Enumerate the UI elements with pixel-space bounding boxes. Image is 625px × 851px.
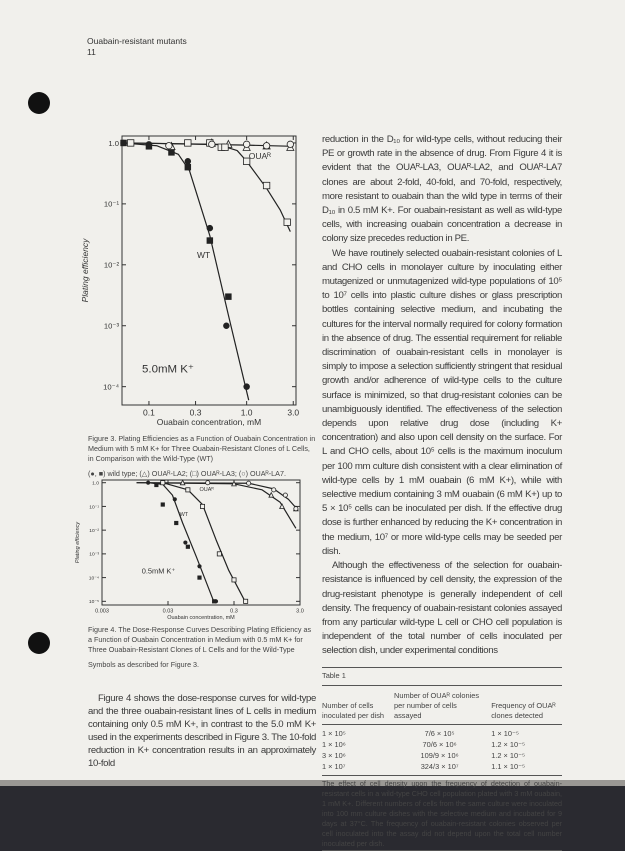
data-point-la3	[284, 219, 290, 225]
x-tick-label: 1.0	[240, 407, 253, 418]
data-point-la3	[217, 552, 221, 556]
x-tick-label: 0.003	[95, 608, 109, 615]
data-point-wt-circle	[197, 564, 201, 568]
chart-annotation: 5.0mM K⁺	[142, 363, 194, 376]
y-tick-label: 10⁻³	[89, 552, 99, 558]
data-point-wt-circle	[173, 497, 177, 501]
paragraph: Although the effectiveness of the selection for ouabain-resistance is influenced by cell density, the expression of the drug-resistant phenotype is generally independent of cell density. The frequency of ouabain-resistant colonies assayed from any particular wild-type L cell or CHO cell population is independent of the total number of cells inoculated per selection dish, under experimental conditions	[322, 560, 562, 657]
left-column-text	[88, 692, 316, 770]
fit-curve	[148, 483, 214, 603]
table-1	[322, 667, 562, 851]
figure-4-caption-title: Figure 4. The Dose-Response Curves Describing Plating Efficiency as a Function of Ouabain Concentration in Medium with 0.5 mM K+ for Three Ouabain-Resistant Clones of L Cells and for the Wild-Type	[88, 625, 312, 655]
data-point-wt-square	[168, 149, 174, 155]
table-cell: 1 × 10⁻⁵	[491, 728, 519, 738]
plot-frame	[102, 480, 300, 605]
data-point-wt-circle	[243, 383, 249, 389]
y-tick-label: 1.0	[108, 138, 119, 148]
y-tick-label: 10⁻¹	[103, 199, 119, 209]
column-header: Frequency of OUAᴿ clones detected	[491, 700, 556, 720]
data-point-la7	[247, 481, 251, 485]
data-point-wt-square	[225, 293, 231, 299]
x-tick-label: 0.03	[162, 608, 174, 615]
chart-annotation: WT	[179, 511, 189, 518]
figure-4-caption	[88, 625, 316, 674]
data-point-la3	[127, 140, 133, 146]
table-footnote: The effect of cell density upon the frequency of detection of ouabain-resistant cells in a wild-type CHO cell population plated with 3 mM ouabain, 1 mM K+. Different numbers of cells from the same culture were inoculated into 100 mm culture dishes with the selective medium and incubated for 9 days at 37°C. The frequency of ouabain-resistant colonies observed per cell inoculated into the assay did not depend upon the total cell number inoculated per dish.	[322, 778, 562, 848]
data-point-wt-square	[185, 164, 191, 170]
paragraph: reduction in the D₁₀ for wild-type cells, without reducing their PE or growth rate in the absence of drug. From Figure 4 it is evident that the OUAᴿ-LA3, OUAᴿ-LA2, and OUAᴿ-LA7 clones are about 2-fold, 40-fold, and 70-fold, respectively, more resistant to ouabain than the wild type in terms of their D₁₀ in 0.5 mM K+. For ouabain-resistant as well as wild-type cells, with increasing ouabain concentration a decrease in colony size precedes reduction in PE.	[322, 134, 562, 245]
figure-4-chart	[74, 474, 312, 622]
data-point-la3	[185, 140, 191, 146]
right-column-text	[322, 133, 562, 851]
data-point-la3	[222, 144, 228, 150]
data-point-la7	[206, 481, 210, 485]
figure-3-caption-symbols: (●, ■) wild type; (△) OUAᴿ-LA2; (□) OUAᴿ-LA3; (○) OUAᴿ-LA7.	[88, 468, 286, 478]
x-tick-label: 0.3	[189, 407, 202, 418]
table-cell: 1.1 × 10⁻⁵	[491, 761, 526, 771]
table-row	[322, 724, 562, 739]
fit-curve	[124, 143, 249, 400]
table-cell: 1 × 10⁵	[322, 728, 346, 738]
y-tick-label: 10⁻²	[103, 260, 119, 270]
paragraph: We have routinely selected ouabain-resistant colonies of L and CHO cells in monolayer culture by inoculating either mutagenized or unmutagenized wild-type populations of 10⁵ to 10⁷ cells into plastic culture dishes or glass prescription bottles containing selective medium, and incubating the cultures for the interval normally required for colony formation in the absence of drug. The essential requirement for reliable discrimination of ouabain-resistant cells in monolayer is simply to impose a selection sufficiently stringent that residual growth and/or adherence of wild-type cells to the culture surface is minimized, so that drug-resistant colonies can be unambiguously identified. The effectiveness of the selection depends upon relative drug dose (including K+ concentration) and also upon cell density on the surface. For L and CHO cells, about 10⁵ cells is the maximum inoculum per 100 mm culture dish consistent with a clear elimination of wild-type cells by 1 mM ouabain (6 mM K+), while with selective medium containing 3 mM ouabain (6 mM K+) up to 5 × 10⁵ cells can be inoculated per dish. If the effective drug dose is further enhanced by reducing the K+ concentration in the medium, 10⁷ or more wild-type cells may be seeded per dish.	[322, 247, 562, 557]
y-tick-label: 1.0	[92, 481, 99, 487]
x-tick-label: 0.3	[230, 608, 238, 615]
data-point-la3	[244, 599, 248, 603]
chart-annotation: WT	[196, 249, 211, 260]
table-cell: 7/6 × 10⁵	[424, 728, 455, 738]
data-point-la3	[200, 504, 204, 508]
chart-annotation: 0.5mM K⁺	[141, 566, 176, 576]
data-point-la7	[263, 143, 269, 149]
table-row	[322, 761, 562, 775]
table-cell: 70/6 × 10⁶	[422, 739, 457, 749]
data-point-wt-square	[146, 143, 152, 149]
punch-hole	[28, 632, 50, 654]
data-point-wt-square	[120, 140, 126, 146]
figure-3-chart	[80, 128, 312, 428]
data-point-la7	[287, 141, 293, 147]
data-point-wt-circle	[185, 158, 191, 164]
table-body	[322, 686, 562, 775]
table-cell: 3 × 10⁶	[322, 750, 346, 760]
y-tick-label: 10⁻³	[103, 321, 119, 331]
figure-4-caption-symbols: Symbols as described for Figure 3.	[88, 659, 200, 669]
figure-3-caption-title: Figure 3. Plating Efficiencies as a Function of Ouabain Concentration in Medium with 5 mM K+ for Three Ouabain-Resistant Clones of L Cells, in Comparison with the Wild-Type (WT)	[88, 434, 316, 464]
table-row	[322, 750, 562, 761]
data-point-wt-square	[186, 545, 190, 549]
chart-annotation: OUAᴿ	[199, 486, 214, 493]
x-tick-label: 3.0	[296, 608, 304, 615]
data-point-la3	[263, 182, 269, 188]
table-cell: 1 × 10⁶	[322, 739, 346, 749]
table-title: Table 1	[322, 670, 346, 680]
column-header: Number of OUAᴿ colonies per number of cells assayed	[394, 690, 480, 720]
data-point-la7	[294, 507, 298, 511]
table-cell: 109/9 × 10⁶	[420, 750, 459, 760]
data-point-wt-circle	[207, 225, 213, 231]
data-point-wt-circle	[223, 322, 229, 328]
data-point-la3	[232, 578, 236, 582]
data-point-wt-circle	[146, 481, 150, 485]
data-point-la7	[243, 141, 249, 147]
punch-hole	[28, 92, 50, 114]
table-cell: 1 × 10⁷	[322, 761, 346, 771]
y-tick-label: 10⁻⁴	[103, 382, 119, 392]
data-point-la7	[272, 488, 276, 492]
y-tick-label: 10⁻²	[89, 528, 99, 534]
data-point-wt-square	[174, 521, 178, 525]
y-axis-label: Plating efficiency	[80, 238, 90, 303]
x-axis-label: Ouabain concentration, mM	[167, 615, 235, 621]
paragraph: Figure 4 shows the dose-response curves for wild-type and the three ouabain-resistant lines of L cells in medium containing only 0.5 mM K+, in contrast to the 5.0 mM K+ used in the experiments described in Figure 3. The 10-fold reduction in K+ concentration results in an approximately 10-fold	[88, 693, 316, 769]
data-point-la7	[283, 493, 287, 497]
running-header	[87, 36, 187, 58]
running-title: Ouabain-resistant mutants	[87, 36, 187, 46]
y-tick-label: 10⁻⁵	[88, 600, 99, 606]
table-cell: 1.2 × 10⁻⁵	[491, 739, 526, 749]
page-number: 11	[87, 47, 96, 57]
data-point-la7	[166, 143, 172, 149]
data-point-la2	[280, 504, 285, 509]
x-tick-label: 0.1	[143, 407, 155, 418]
y-axis-label: Plating efficiency	[75, 521, 81, 564]
x-axis-label: Ouabain concentration, mM	[156, 417, 262, 427]
data-point-wt-square	[212, 599, 216, 603]
y-tick-label: 10⁻¹	[89, 505, 99, 511]
chart-annotation: OUAᴿ	[248, 150, 271, 161]
data-point-wt-square	[161, 502, 165, 506]
data-point-la3	[186, 488, 190, 492]
y-tick-label: 10⁻⁴	[88, 576, 99, 582]
table-cell: 324/3 × 10⁷	[420, 761, 459, 771]
column-header: Number of cells inoculated per dish	[322, 700, 385, 720]
data-point-la3	[161, 481, 165, 485]
data-point-la7	[209, 141, 215, 147]
table-row	[322, 739, 562, 750]
data-point-wt-square	[207, 237, 213, 243]
data-point-wt-square	[154, 483, 158, 487]
data-point-wt-square	[197, 576, 201, 580]
x-tick-label: 3.0	[287, 407, 300, 418]
table-cell: 1.2 × 10⁻⁵	[491, 750, 526, 760]
data-point-wt-circle	[183, 540, 187, 544]
